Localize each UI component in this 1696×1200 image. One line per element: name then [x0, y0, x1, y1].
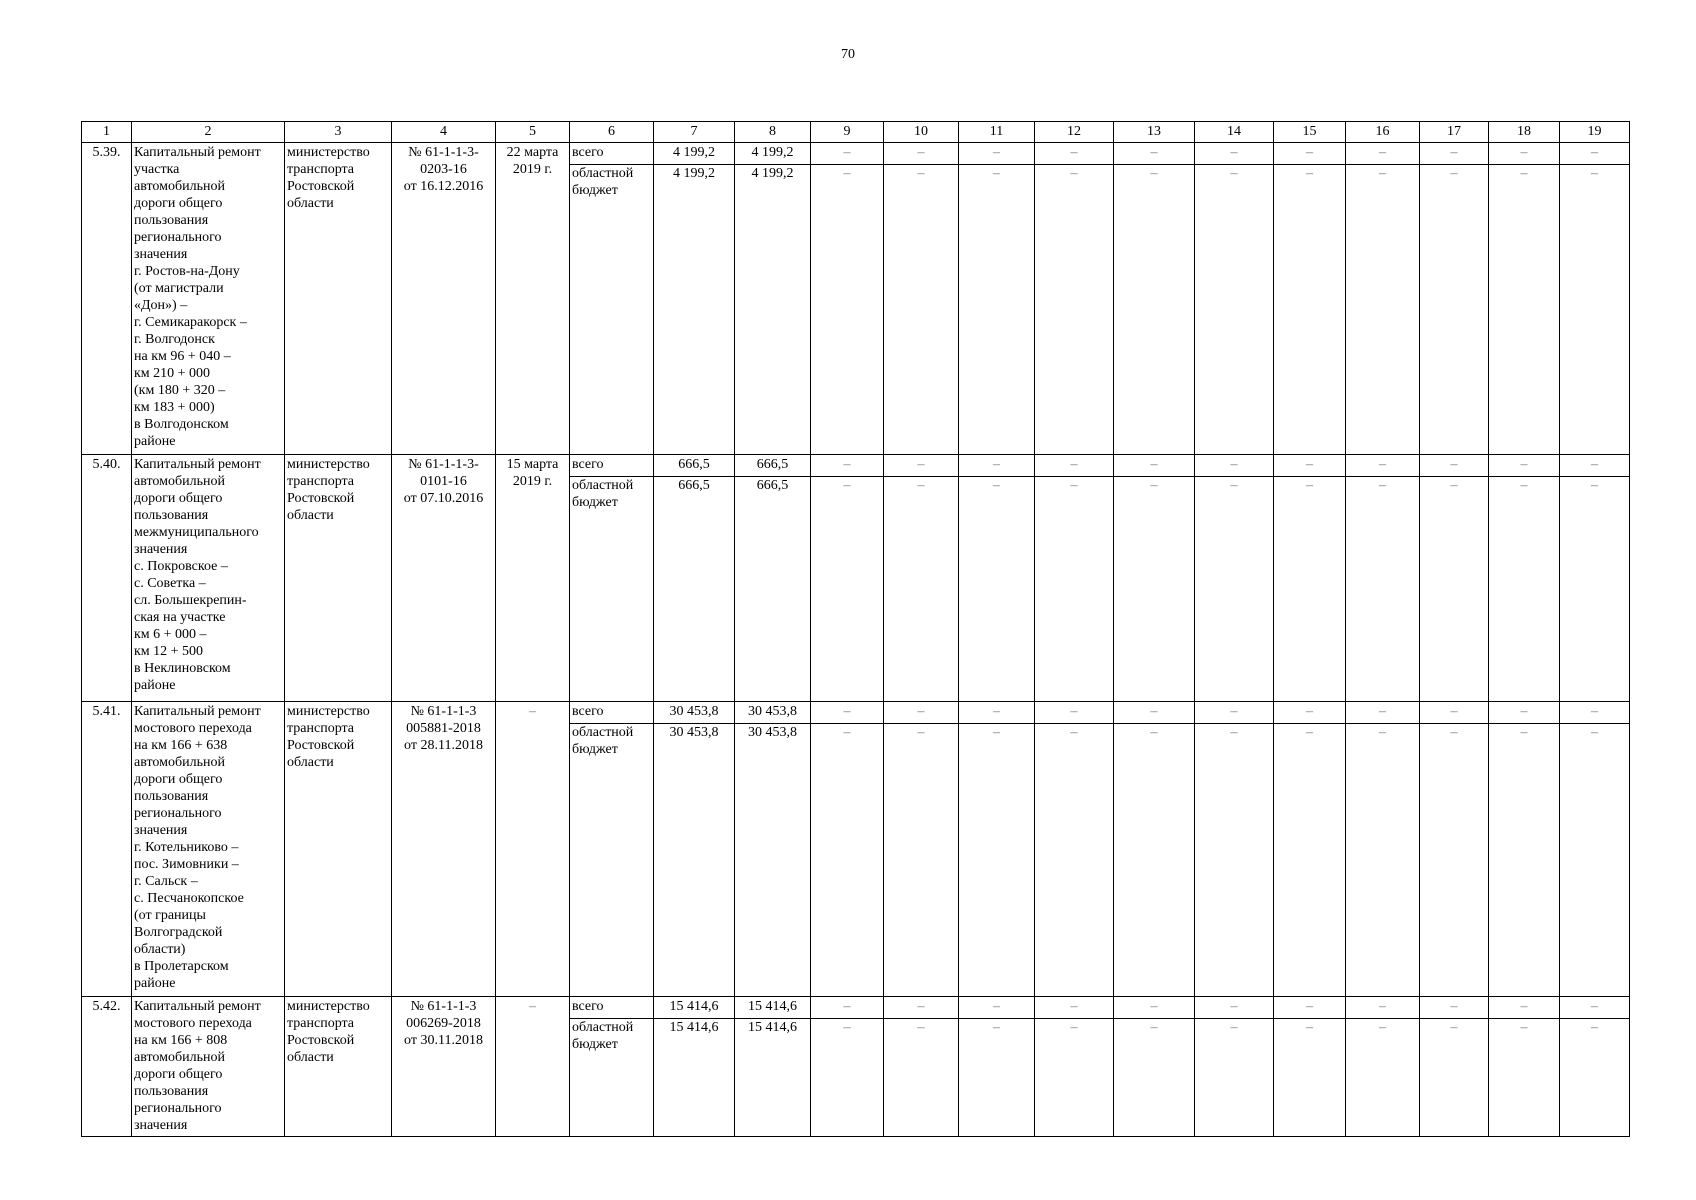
customer: министерство транспорта Ростовской области: [285, 702, 392, 997]
table-row: [82, 997, 1630, 1019]
date: 22 марта 2019 г.: [496, 143, 570, 455]
dash-cell: –: [1035, 165, 1114, 455]
funding-total-label: всего: [570, 997, 654, 1019]
date: –: [496, 702, 570, 997]
dash-cell: –: [1195, 477, 1274, 702]
col-header: 3: [285, 122, 392, 143]
dash-cell: –: [1346, 455, 1420, 477]
dash-cell: –: [1274, 165, 1346, 455]
dash-cell: –: [1346, 702, 1420, 724]
dash-cell: –: [811, 477, 884, 702]
document-ref: № 61-1-1-3- 0203-16 от 16.12.2016: [392, 143, 496, 455]
col-header: 13: [1114, 122, 1195, 143]
dash-cell: –: [959, 455, 1035, 477]
dash-cell: –: [1420, 997, 1489, 1019]
dash-cell: –: [1114, 143, 1195, 165]
dash-cell: –: [1035, 724, 1114, 997]
col-header: 19: [1560, 122, 1630, 143]
object-name: Капитальный ремонт мостового перехода на км 166 + 638 автомобильной дороги общего пользования регионального значения г. Котельниково – пос. Зимовники – г. Сальск – с. Песчанокопское (от границы Волгоградской области) в Пролетарском районе: [132, 702, 285, 997]
value-cell: 666,5: [735, 477, 811, 702]
dash-cell: –: [884, 143, 959, 165]
dash-cell: –: [1489, 165, 1560, 455]
funding-budget-label: областной бюджет: [570, 1019, 654, 1137]
dash-cell: –: [884, 702, 959, 724]
dash-cell: –: [1274, 477, 1346, 702]
dash-cell: –: [1346, 1019, 1420, 1137]
dash-cell: –: [811, 1019, 884, 1137]
table-row: [82, 143, 1630, 165]
customer: министерство транспорта Ростовской области: [285, 997, 392, 1137]
dash-cell: –: [1560, 477, 1630, 702]
funding-budget-label: областной бюджет: [570, 477, 654, 702]
dash-cell: –: [1560, 143, 1630, 165]
dash-cell: –: [1489, 997, 1560, 1019]
dash-cell: –: [1420, 165, 1489, 455]
funding-budget-label: областной бюджет: [570, 724, 654, 997]
row-number: 5.40.: [82, 455, 132, 702]
dash-cell: –: [959, 143, 1035, 165]
dash-cell: –: [1274, 455, 1346, 477]
value-cell: 666,5: [654, 477, 735, 702]
value-cell: 30 453,8: [654, 724, 735, 997]
dash-cell: –: [1035, 1019, 1114, 1137]
document-ref: № 61-1-1-3 005881-2018 от 28.11.2018: [392, 702, 496, 997]
value-cell: 15 414,6: [654, 997, 735, 1019]
dash-cell: –: [959, 1019, 1035, 1137]
object-name: Капитальный ремонт мостового перехода на км 166 + 808 автомобильной дороги общего пользования регионального значения: [132, 997, 285, 1137]
funding-budget-label: областной бюджет: [570, 165, 654, 455]
dash-cell: –: [884, 997, 959, 1019]
dash-cell: –: [1420, 1019, 1489, 1137]
dash-cell: –: [1489, 143, 1560, 165]
dash-cell: –: [1114, 724, 1195, 997]
col-header: 17: [1420, 122, 1489, 143]
object-name: Капитальный ремонт участка автомобильной дороги общего пользования регионального значения г. Ростов-на-Дону (от магистрали «Дон») – г. Семикаракорск – г. Волгодонск на км 96 + 040 – км 210 + 000 (км 180 + 320 – км 183 + 000) в Волгодонском районе: [132, 143, 285, 455]
dash-cell: –: [811, 997, 884, 1019]
dash-cell: –: [1114, 997, 1195, 1019]
dash-cell: –: [1489, 724, 1560, 997]
dash-cell: –: [959, 702, 1035, 724]
dash-cell: –: [1114, 1019, 1195, 1137]
value-cell: 4 199,2: [654, 165, 735, 455]
col-header: 10: [884, 122, 959, 143]
dash-cell: –: [1195, 1019, 1274, 1137]
value-cell: 666,5: [654, 455, 735, 477]
dash-cell: –: [1035, 997, 1114, 1019]
dash-cell: –: [1114, 477, 1195, 702]
dash-cell: –: [1114, 702, 1195, 724]
dash-cell: –: [884, 455, 959, 477]
dash-cell: –: [1035, 143, 1114, 165]
col-header: 4: [392, 122, 496, 143]
row-number: 5.39.: [82, 143, 132, 455]
col-header: 12: [1035, 122, 1114, 143]
date: 15 марта 2019 г.: [496, 455, 570, 702]
col-header: 1: [82, 122, 132, 143]
value-cell: 30 453,8: [735, 702, 811, 724]
dash-cell: –: [884, 165, 959, 455]
value-cell: 4 199,2: [735, 165, 811, 455]
dash-cell: –: [811, 143, 884, 165]
dash-cell: –: [884, 1019, 959, 1137]
dash-cell: –: [959, 165, 1035, 455]
col-header: 7: [654, 122, 735, 143]
dash-cell: –: [1195, 455, 1274, 477]
dash-cell: –: [811, 724, 884, 997]
document-ref: № 61-1-1-3- 0101-16 от 07.10.2016: [392, 455, 496, 702]
dash-cell: –: [1560, 997, 1630, 1019]
value-cell: 15 414,6: [735, 1019, 811, 1137]
dash-cell: –: [811, 165, 884, 455]
dash-cell: –: [1420, 143, 1489, 165]
dash-cell: –: [1420, 702, 1489, 724]
col-header: 5: [496, 122, 570, 143]
page-number: 70: [841, 47, 855, 62]
col-header: 11: [959, 122, 1035, 143]
dash-cell: –: [1346, 165, 1420, 455]
dash-cell: –: [1346, 477, 1420, 702]
dash-cell: –: [1346, 143, 1420, 165]
col-header: 15: [1274, 122, 1346, 143]
budget-table: [81, 121, 1630, 1137]
dash-cell: –: [1195, 997, 1274, 1019]
dash-cell: –: [1274, 1019, 1346, 1137]
customer: министерство транспорта Ростовской области: [285, 455, 392, 702]
value-cell: 15 414,6: [654, 1019, 735, 1137]
dash-cell: –: [1035, 455, 1114, 477]
dash-cell: –: [1035, 477, 1114, 702]
funding-total-label: всего: [570, 455, 654, 477]
dash-cell: –: [1114, 165, 1195, 455]
dash-cell: –: [1114, 455, 1195, 477]
funding-total-label: всего: [570, 143, 654, 165]
dash-cell: –: [959, 477, 1035, 702]
dash-cell: –: [1346, 724, 1420, 997]
dash-cell: –: [1195, 724, 1274, 997]
dash-cell: –: [1560, 455, 1630, 477]
dash-cell: –: [1195, 165, 1274, 455]
dash-cell: –: [1489, 455, 1560, 477]
dash-cell: –: [811, 702, 884, 724]
dash-cell: –: [1420, 477, 1489, 702]
col-header: 18: [1489, 122, 1560, 143]
dash-cell: –: [1489, 702, 1560, 724]
row-number: 5.41.: [82, 702, 132, 997]
value-cell: 30 453,8: [735, 724, 811, 997]
dash-cell: –: [1560, 724, 1630, 997]
dash-cell: –: [1274, 997, 1346, 1019]
dash-cell: –: [1195, 702, 1274, 724]
col-header: 6: [570, 122, 654, 143]
dash-cell: –: [959, 997, 1035, 1019]
col-header: 14: [1195, 122, 1274, 143]
dash-cell: –: [1560, 702, 1630, 724]
dash-cell: –: [959, 724, 1035, 997]
col-header: 16: [1346, 122, 1420, 143]
table-row: [82, 702, 1630, 724]
dash-cell: –: [1195, 143, 1274, 165]
dash-cell: –: [1420, 455, 1489, 477]
dash-cell: –: [1274, 143, 1346, 165]
customer: министерство транспорта Ростовской области: [285, 143, 392, 455]
dash-cell: –: [1346, 997, 1420, 1019]
dash-cell: –: [884, 724, 959, 997]
date: –: [496, 997, 570, 1137]
table-row: [82, 455, 1630, 477]
dash-cell: –: [1489, 477, 1560, 702]
value-cell: 15 414,6: [735, 997, 811, 1019]
value-cell: 4 199,2: [735, 143, 811, 165]
dash-cell: –: [1420, 724, 1489, 997]
dash-cell: –: [1560, 165, 1630, 455]
dash-cell: –: [1560, 1019, 1630, 1137]
object-name: Капитальный ремонт автомобильной дороги общего пользования межмуниципального значения с. Покровское – с. Советка – сл. Большекрепин- ская на участке км 6 + 000 – км 12 + 500 в Неклиновском районе: [132, 455, 285, 702]
dash-cell: –: [1274, 702, 1346, 724]
value-cell: 4 199,2: [654, 143, 735, 165]
col-header: 9: [811, 122, 884, 143]
dash-cell: –: [1274, 724, 1346, 997]
funding-total-label: всего: [570, 702, 654, 724]
dash-cell: –: [811, 455, 884, 477]
dash-cell: –: [1489, 1019, 1560, 1137]
row-number: 5.42.: [82, 997, 132, 1137]
value-cell: 666,5: [735, 455, 811, 477]
document-ref: № 61-1-1-3 006269-2018 от 30.11.2018: [392, 997, 496, 1137]
value-cell: 30 453,8: [654, 702, 735, 724]
header-row: [82, 122, 1630, 143]
col-header: 2: [132, 122, 285, 143]
dash-cell: –: [884, 477, 959, 702]
dash-cell: –: [1035, 702, 1114, 724]
col-header: 8: [735, 122, 811, 143]
